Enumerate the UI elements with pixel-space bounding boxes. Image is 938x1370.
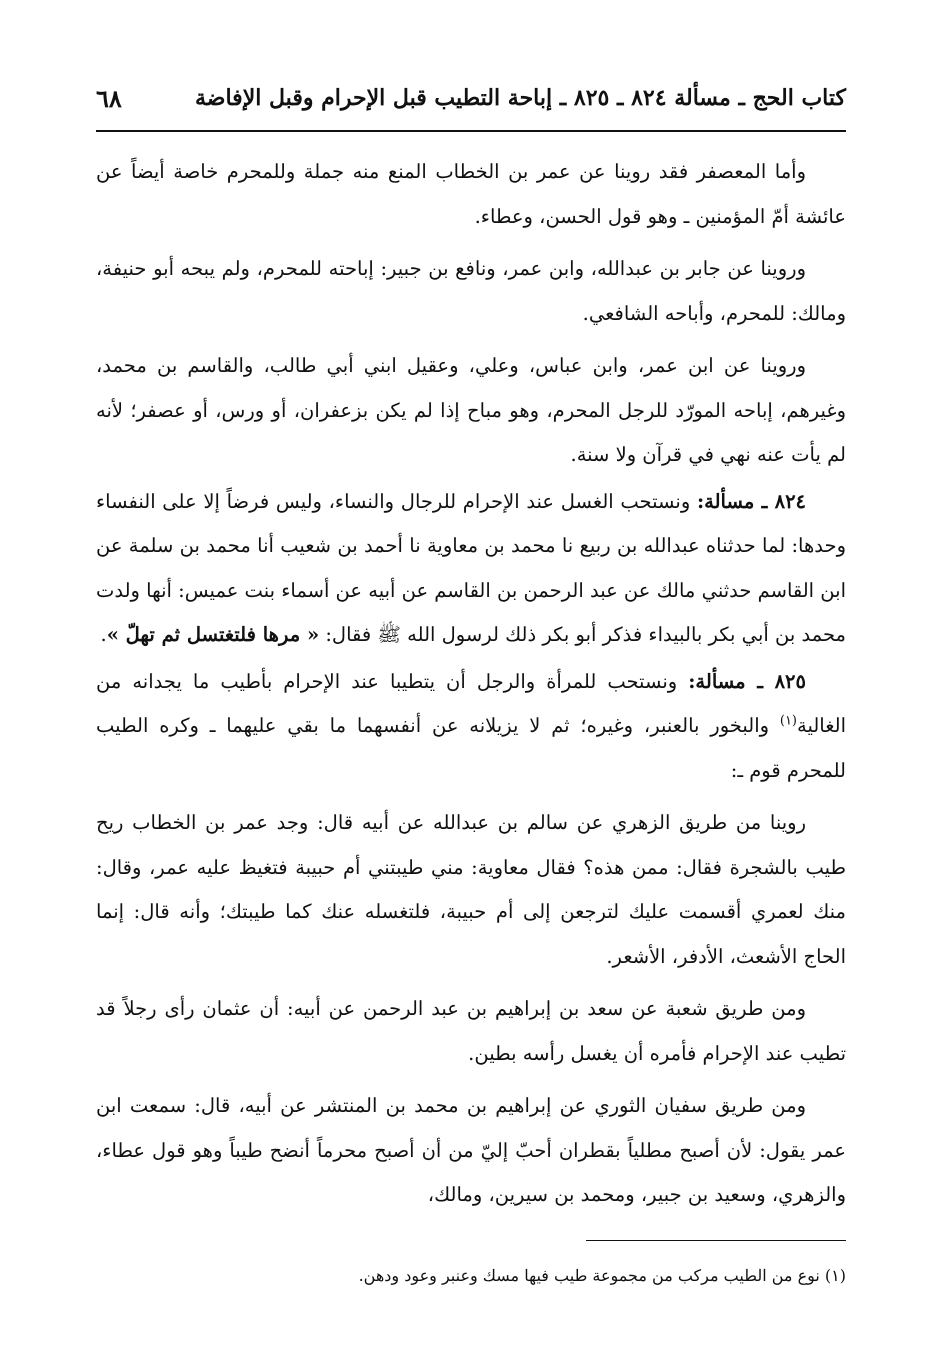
- paragraph-masala-825: [96, 660, 846, 794]
- paragraph-6: روينا من طريق الزهري عن سالم بن عبدالله عن أبيه قال: وجد عمر بن الخطاب ريح طيب بالشجرة فقال: ممن هذه؟ فقال معاوية: مني طيبتني أم حبيبة فتغيظ عليه عمر، وقال: منك لعمري أقسمت عليك لترجعن إلى أم حبيبة، فلتغسله عنك كما طيبتك؛ وأنه قال: إنما الحاج الأشعث، الأدفر، الأشعر.: [96, 811, 846, 968]
- masala-825-label: ٨٢٥ ـ مسألة:: [688, 669, 806, 693]
- page-number: ٦٨: [96, 83, 122, 113]
- paragraph-7: ومن طريق شعبة عن سعد بن إبراهيم بن عبد الرحمن عن أبيه: أن عثمان رأى رجلاً قد تطيب عند الإحرام فأمره أن يغسل رأسه بطين.: [96, 997, 846, 1065]
- body-text: [96, 150, 846, 1226]
- masala-824-text: ونستحب الغسل عند الإحرام للرجال والنساء، وليس فرضاً إلا على النفساء وحدها: لما حدثناه عبدالله بن ربيع نا محمد بن معاوية نا أحمد بن شعيب أنا محمد بن سلمة عن ابن القاسم حدثني مالك عن عبد الرحمن بن القاسم عن أبيه عن أسماء بنت عميس: أنها ولدت محمد بن أبي بكر بالبيداء فذكر أبو بكر ذلك لرسول الله ﷺ فقال:: [96, 489, 846, 646]
- paragraph-3: وروينا عن ابن عمر، وابن عباس، وعلي، وعقيل ابني أبي طالب، والقاسم بن محمد، وغيرهم، إباحه المورّد للرجل المحرم، وهو مباح إذا لم يكن بزعفران، أو ورس، أو عصفر؛ لأنه لم يأت عنه نهي في قرآن ولا سنة.: [96, 354, 846, 466]
- masala-824-end: .: [100, 623, 107, 646]
- footnote: (١) نوع من الطيب مركب من مجموعة طيب فيها مسك وعنبر وعود ودهن.: [358, 1266, 846, 1285]
- masala-824-label: ٨٢٤ ـ مسألة:: [696, 489, 807, 513]
- footnote-reference[interactable]: (١): [779, 713, 797, 729]
- masala-825-text-b: والبخور بالعنبر، وغيره؛ ثم لا يزيلانه عن أنفسهما ما بقي عليهما ـ وكره الطيب للمحرم قوم ـ:: [96, 714, 846, 782]
- page-header: [96, 78, 846, 118]
- paragraph-2: وروينا عن جابر بن عبدالله، وابن عمر، ونافع بن جبير: إباحته للمحرم، ولم يبحه أبو حنيفة، ومالك: للمحرم، وأباحه الشافعي.: [96, 257, 846, 325]
- header-rule: [96, 130, 846, 132]
- paragraph-masala-824: [96, 480, 846, 658]
- hadith-quote: « مرها فلتغتسل ثم تهلّ »: [106, 623, 320, 646]
- footnote-rule: [586, 1240, 846, 1241]
- paragraph-1: وأما المعصفر فقد روينا عن عمر بن الخطاب المنع منه جملة وللمحرم خاصة أيضاً عن عائشة أمّ المؤمنين ـ وهو قول الحسن، وعطاء.: [96, 160, 846, 228]
- paragraph-8: ومن طريق سفيان الثوري عن إبراهيم بن محمد بن المنتشر عن أبيه، قال: سمعت ابن عمر يقول: لأن أصبح مطلياً بقطران أحبّ إليّ من أن أصبح محرماً أنضح طيباً وهو قول عطاء، والزهري، وسعيد بن جبير، ومحمد بن سيرين، ومالك،: [96, 1094, 846, 1206]
- masala-825-text-a: ونستحب للمرأة والرجل أن يتطيبا عند الإحرام بأطيب ما يجدانه من الغالية: [96, 669, 846, 737]
- running-title: كتاب الحج ـ مسألة ٨٢٤ ـ ٨٢٥ ـ إباحة التطيب قبل الإحرام وقبل الإفاضة: [195, 85, 846, 111]
